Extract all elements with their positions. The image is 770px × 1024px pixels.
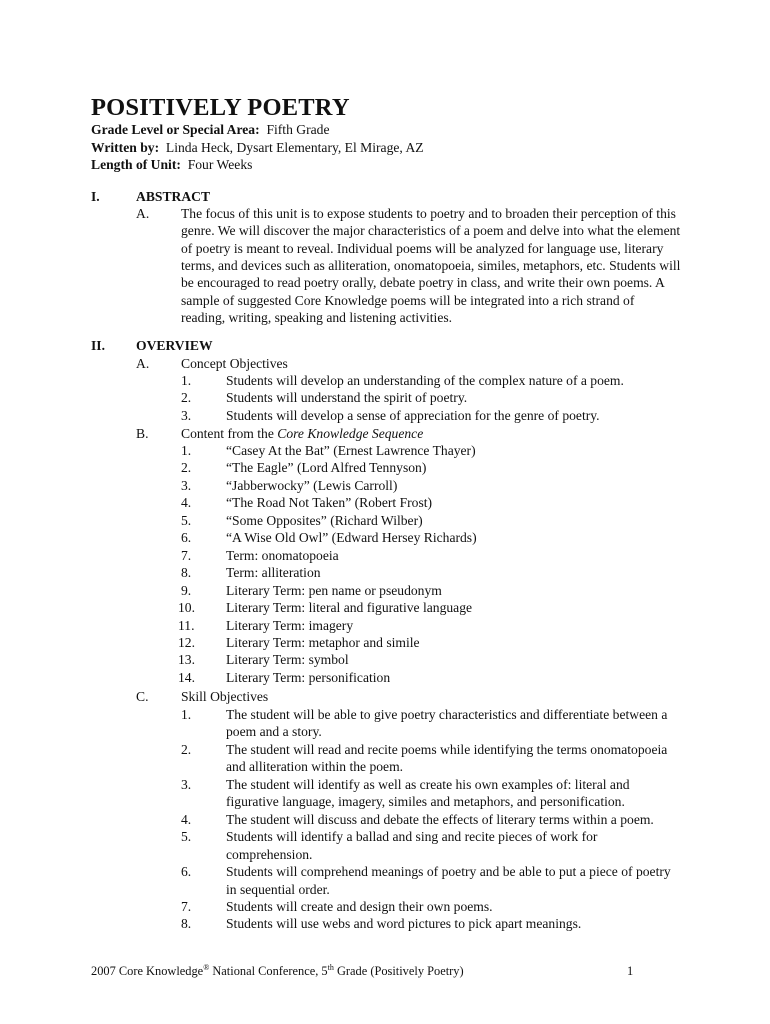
abstract-item-letter: A. [136,206,150,221]
skill-objective-text: Students will create and design their own poems. [226,898,493,914]
concept-objective-text: Students will understand the spirit of poetry. [226,390,468,406]
document-title: POSITIVELY POETRY [91,94,350,121]
written-by-value: Linda Heck, Dysart Elementary, El Mirage, AZ [165,139,424,155]
grade-level-label: Grade Level or Special Area [91,122,256,137]
overview-b-letter: B. [136,426,149,441]
skill-objective-text: The student will identify as well as create his own examples of: literal and [226,776,630,792]
content-item-number: 5. [181,512,192,528]
section-heading-overview: OVERVIEW [136,338,213,353]
content-item-text: “The Eagle” (Lord Alfred Tennyson) [226,460,427,476]
content-item-number: 6. [181,530,192,546]
page-footer [91,963,464,979]
footer-grade: Grade (Positively Poetry) [333,964,464,978]
written-by-label: Written by [91,139,155,155]
content-item-text: Literary Term: personification [226,669,391,685]
content-item-text: “The Road Not Taken” (Robert Frost) [226,495,433,511]
content-item-number: 7. [181,547,192,563]
skill-objective-text: The student will discuss and debate the effects of literary terms within a poem. [226,811,654,827]
length-of-unit-value: Four Weeks [187,157,253,172]
content-item-text: Term: alliteration [226,565,321,581]
content-item-text: Literary Term: symbol [226,652,349,668]
skill-objective-number: 6. [181,864,192,880]
skill-objective-text: in sequential order. [226,881,330,897]
content-item-number: 3. [181,477,192,493]
content-item-text: Literary Term: imagery [226,617,354,633]
section-numeral-2: II. [91,338,105,353]
concept-objective-text: Students will develop an understanding of the complex nature of a poem. [226,373,624,388]
skill-objective-number: 1. [181,707,192,722]
content-item-number: 9. [181,582,192,598]
page-number: 1 [627,964,634,978]
concept-objective-number: 1. [181,373,192,388]
written-by-row: Written by: Linda Heck, Dysart Elementary, El Mirage, AZ [91,139,424,155]
skill-objective-number: 4. [181,811,192,827]
content-item-number: 1. [181,443,192,458]
skill-objective-number: 7. [181,898,192,914]
length-of-unit-label: Length of Unit [91,157,177,172]
skill-objective-text: figurative language, imagery, similes and metaphors, and personification. [226,794,625,810]
content-item-number: 11. [178,617,195,633]
skill-objective-text: Students will identify a ballad and sing and recite pieces of work for [226,829,598,845]
unit-meta [91,121,424,174]
skill-objective-text: comprehension. [226,846,313,862]
skill-objective-number: 5. [181,829,192,845]
content-item-text: “A Wise Old Owl” (Edward Hersey Richards) [226,530,477,546]
skill-objective-text: Students will comprehend meanings of poetry and be able to put a piece of poetry [226,864,671,880]
content-item-number: 12. [178,634,195,650]
content-item-text: Literary Term: pen name or pseudonym [226,582,442,598]
section-numeral-1: I. [91,189,100,204]
overview-a-letter: A. [136,356,150,371]
skill-objective-text: Students will use webs and word pictures to pick apart meanings. [226,916,582,932]
content-sequence-prefix: Content from the [181,426,278,441]
skill-objective-text: The student will be able to give poetry characteristics and differentiate between a [226,707,668,722]
content-item-number: 2. [181,460,192,476]
content-item-text: “Some Opposites” (Richard Wilber) [226,512,423,528]
abstract-paragraph: The focus of this unit is to expose students to poetry and to broaden their perception of this genre. We will discover the major characteristics of a poem and delve into what the element of poetry is meant to reveal. Individual poems will be analyzed for language use, literary terms, and devices such as alliteration, onomatopoeia, similes, metaphors, etc. Students will be encouraged to read poetry orally, debate poetry in class, and write their own poems. A sample of suggested Core Knowledge poems will be integrated into a rich strand of reading, writing, speaking and listening activities. [181,206,681,326]
skill-objective-text: and alliteration within the poem. [226,759,404,775]
grade-level-row: Grade Level or Special Area: Fifth Grade [91,122,330,137]
concept-objective-text: Students will develop a sense of appreciation for the genre of poetry. [226,407,600,423]
registered-mark: ® [203,963,210,972]
skill-objective-text: poem and a story. [226,724,322,740]
footer-ordinal-suffix: th [327,963,334,972]
content-sequence-heading [181,425,423,442]
content-item-text: “Casey At the Bat” (Ernest Lawrence Thayer) [226,443,476,458]
content-item-number: 8. [181,565,192,581]
content-item-text: Term: onomatopoeia [226,547,339,563]
footer-conference: National Conference, 5 [209,964,328,978]
skill-objective-text: The student will read and recite poems while identifying the terms onomatopoeia [226,741,668,757]
length-of-unit-row: Length of Unit: Four Weeks [91,157,253,172]
content-item-number: 14. [178,669,195,685]
concept-objectives-heading: Concept Objectives [181,356,288,371]
overview-c-letter: C. [136,689,149,704]
concept-objective-number: 3. [181,407,192,423]
content-item-number: 4. [181,495,192,511]
skill-objective-number: 3. [181,776,192,792]
content-item-text: “Jabberwocky” (Lewis Carroll) [226,477,398,493]
skill-objective-number: 2. [181,741,192,757]
content-item-number: 10. [178,600,195,616]
section-heading-abstract: ABSTRACT [136,189,211,204]
content-item-number: 13. [178,652,195,668]
content-item-text: Literary Term: literal and figurative language [226,600,473,616]
concept-objective-number: 2. [181,390,192,406]
skill-objective-number: 8. [181,916,192,932]
core-knowledge-sequence-title: Core Knowledge Sequence [277,426,424,441]
grade-level-value: Fifth Grade [266,122,330,137]
footer-org: 2007 Core Knowledge [91,964,204,978]
content-item-text: Literary Term: metaphor and simile [226,634,420,650]
skill-objectives-heading: Skill Objectives [181,689,269,704]
